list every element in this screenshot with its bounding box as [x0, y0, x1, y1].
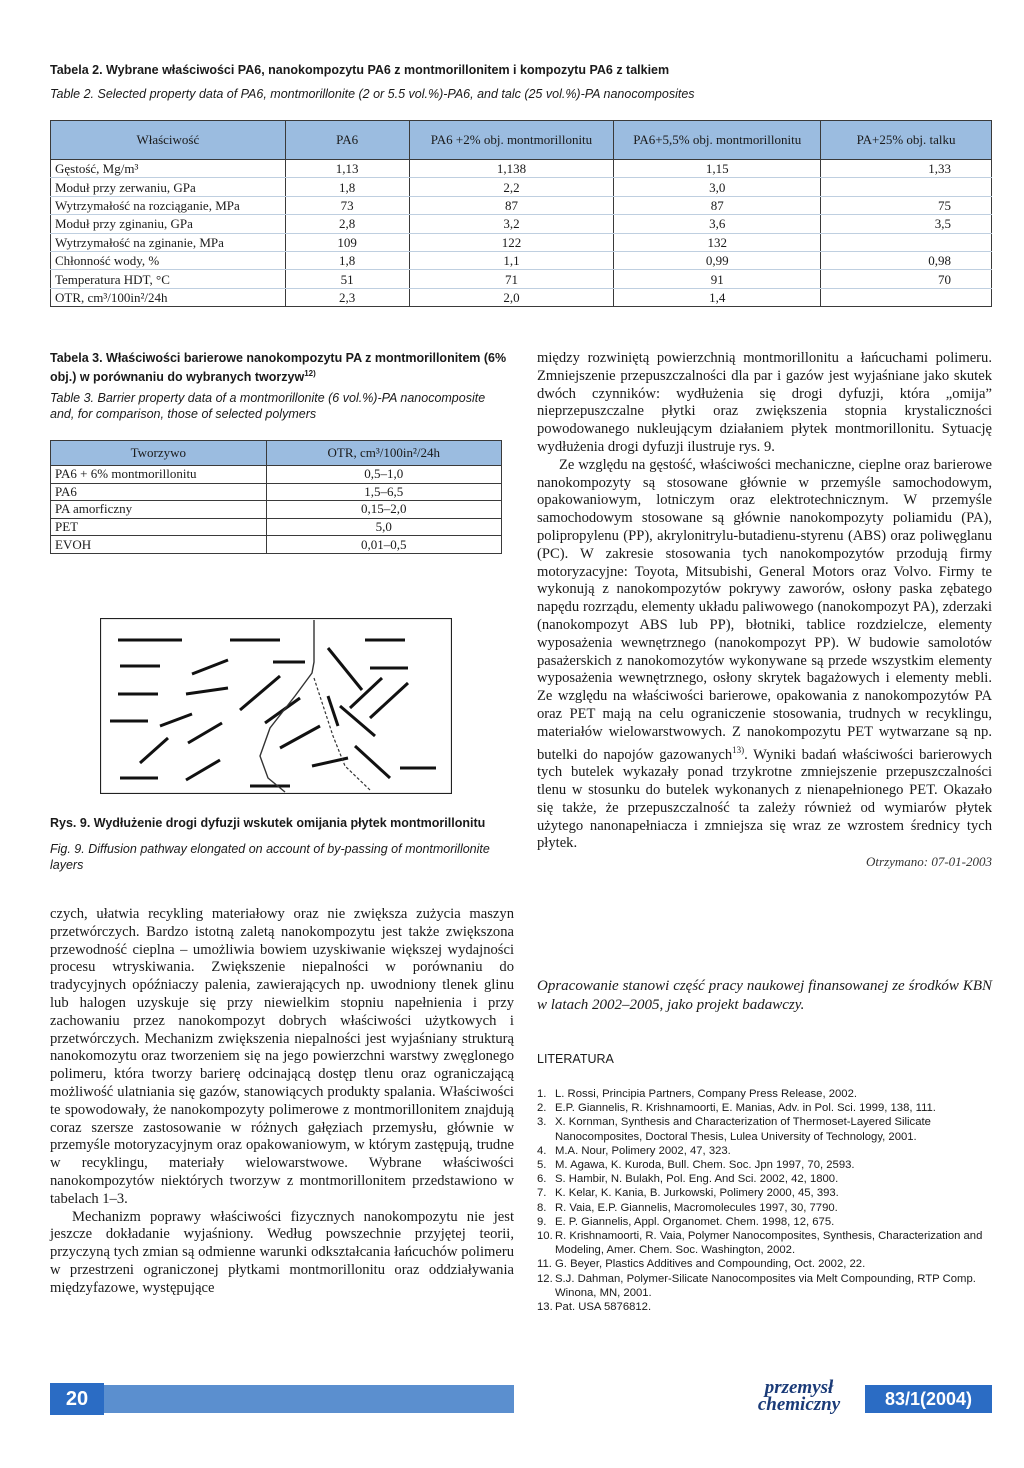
table2-cell [821, 288, 992, 306]
table2-cell: 109 [285, 233, 409, 251]
table3-cell: EVOH [51, 536, 267, 554]
table2 [50, 120, 992, 307]
table-row [51, 160, 992, 178]
table2-cell: 3,0 [614, 178, 821, 196]
paragraph: między rozwiniętą powierzchnią montmorillonitu a łańcuchami polimeru. Zmniejszenie przepuszczalności dla par i gazów jest wyjaśniane jako skutek dwóch czynników: wydłużenia się drogi dyfuzji, która „omija” nieprzepuszczalne płytki oraz zwiększenia stopnia krystaliczności powodowanego nukleującym działaniem płytek montmorillonitu. Sytuację wydłużenia drogi dyfuzji ilustruje rys. 9. [537, 350, 992, 455]
figure9-caption-pl: Rys. 9. Wydłużenie drogi dyfuzji wskutek omijania płytek montmorillonitu [50, 816, 486, 830]
table2-cell: 132 [614, 233, 821, 251]
table-row [51, 215, 992, 233]
table2-header-mmt55: PA6+5,5% obj. montmorillonitu [614, 121, 821, 160]
table3-header-material: Tworzywo [51, 441, 267, 466]
table3-cell: PA6 [51, 483, 267, 501]
table2-cell: 87 [409, 196, 614, 214]
list-item: 1. L. Rossi, Principia Partners, Company Press Release, 2002. [537, 1088, 858, 1100]
table2-header-talc: PA+25% obj. talku [821, 121, 992, 160]
references-heading: LITERATURA [537, 1052, 614, 1066]
list-item: 8. R. Vaia, E.P. Giannelis, Macromolecules 1997, 30, 7790. [537, 1201, 838, 1214]
table2-cell: 73 [285, 196, 409, 214]
table3-cell: 0,01–0,5 [266, 536, 501, 554]
table2-cell: 75 [821, 196, 992, 214]
table3-cell: PA amorficzny [51, 501, 267, 519]
funding-note: Opracowanie stanowi część pracy naukowej finansowanej ze środków KBN w latach 2002–2005, jako projekt badawczy. [537, 978, 992, 1013]
issue-badge: 83/1(2004) [865, 1385, 992, 1413]
table2-cell: Moduł przy zginaniu, GPa [51, 215, 286, 233]
table2-cell: 3,6 [614, 215, 821, 233]
list-item: 6. S. Hambir, N. Bulakh, Pol. Eng. And Sci. 2002, 42, 1800. [537, 1173, 839, 1186]
table-row [51, 518, 502, 536]
list-item: 3. X. Kornman, Synthesis and Characterization of Thermoset-Layered Silicate Nanocomposites, Doctoral Thesis, Lulea University of Technology, 2001. [537, 1116, 931, 1143]
table2-cell: 0,98 [821, 251, 992, 269]
table2-cell: Moduł przy zerwaniu, GPa [51, 178, 286, 196]
table2-cell: 1,4 [614, 288, 821, 306]
table2-cell: 70 [821, 270, 992, 288]
table3-cell: 0,5–1,0 [266, 466, 501, 484]
footer-bar [50, 1385, 514, 1413]
list-item: 13. Pat. USA 5876812. [537, 1301, 652, 1314]
table2-cell: 0,99 [614, 251, 821, 269]
table3-caption-pl: Tabela 3. Właściwości barierowe nanokompozytu PA z montmorillonitem (6% obj.) w porównaniu do wybranych tworzyw$^{12)}$ [50, 351, 507, 385]
table2-cell: 1,138 [409, 160, 614, 178]
paragraph: czych, ułatwia recykling materiałowy oraz nie zwiększa zużycia maszyn przetwórczych. Bardzo istotną zaletą nanokompozytu jest także zwiększona przewodność cieplna – umożliwia bowiem uzyskiwanie większej wydajności procesu wtryskiwania. Zwiększenie niepalności w porównaniu do tradycyjnych opóźniaczy palenia, zawierających np. uwodniony tlenek glinu lub halogen uzyskuje się przy niewielkim stopniu napełnienia i przy zachowaniu przez nanokompozyt dobrych właściwości użytkowych i przetwórczych. Mechanizm zwiększenia niepalności jest wyjaśniany strukturą nanokomozytu oraz tworzeniem się na jego powierzchni warstwy zwęglonego polimeru, która tworzy barierę odcinającą dostęp tlenu oraz ograniczającą możliwość ulatniania się gazów, stanowiących produkty spalania. Właściwości te spowodowały, że nanokompozyty polimerowe z montmorillonitem znajdują coraz szersze zastosowanie w różnych gałęziach przemysłu, głównie w przemyśle motoryzacyjnym oraz opakowaniowym, w którym zastępują, trudne w recyklingu, materiały wielowarstwowe. Wybrane właściwości nanokompozytów niektórych tworzyw z montmorillonitem przedstawiono w tabelach 1–3. [50, 906, 514, 1207]
table2-cell: 1,1 [409, 251, 614, 269]
list-item: 4. M.A. Nour, Polimery 2002, 47, 323. [537, 1144, 731, 1157]
table2-cell: 71 [409, 270, 614, 288]
table2-cell: 2,0 [409, 288, 614, 306]
table2-cell: Wytrzymałość na zginanie, MPa [51, 233, 286, 251]
list-item: 9. E. P. Giannelis, Appl. Organomet. Chem. 1998, 12, 675. [537, 1215, 835, 1228]
diagram-frame [101, 619, 452, 794]
table3-cell: PA6 + 6% montmorillonitu [51, 466, 267, 484]
left-column-text [50, 906, 514, 1298]
table-row [51, 466, 502, 484]
list-item: 7. K. Kelar, K. Kania, B. Jurkowski, Polimery 2000, 45, 393. [537, 1187, 839, 1200]
table2-cell: 87 [614, 196, 821, 214]
table2-cell: 1,8 [285, 251, 409, 269]
table2-cell: 51 [285, 270, 409, 288]
page-number: 20 [50, 1383, 104, 1415]
table2-cell: 122 [409, 233, 614, 251]
table-row [51, 251, 992, 269]
right-column-text [537, 350, 992, 871]
table2-cell: Temperatura HDT, °C [51, 270, 286, 288]
table2-caption-pl: Tabela 2. Wybrane właściwości PA6, nanokompozytu PA6 z montmorillonitem i kompozytu PA6 z talkiem [50, 63, 670, 77]
list-item: 10. R. Krishnamoorti, R. Vaia, Polymer Nanocomposites, Synthesis, Characterization and Modeling, Amer. Chem. Soc. Washington, 2002. [537, 1230, 983, 1257]
journal-logo: przemysł chemiczny [757, 1377, 841, 1415]
table3-cell: 5,0 [266, 518, 501, 536]
list-item: 5. M. Agawa, K. Kuroda, Bull. Chem. Soc. Jpn 1997, 70, 2593. [537, 1159, 855, 1172]
table-row [51, 501, 502, 519]
table2-caption-en: Table 2. Selected property data of PA6, montmorillonite (2 or 5.5 vol.%)-PA6, and talc (25 vol.%)-PA nanocomposites [50, 87, 695, 101]
table2-cell: 2,2 [409, 178, 614, 196]
table2-cell: Gęstość, Mg/m³ [51, 160, 286, 178]
references-list [537, 1087, 992, 1314]
table2-cell: 2,3 [285, 288, 409, 306]
table-row [51, 288, 992, 306]
table2-header-mmt2: PA6 +2% obj. montmorillonitu [409, 121, 614, 160]
table3-header-otr: OTR, cm³/100in²/24h [266, 441, 501, 466]
table2-cell: 1,33 [821, 160, 992, 178]
table2-header-property: Właściwość [51, 121, 286, 160]
list-item: 12. S.J. Dahman, Polymer-Silicate Nanocomposites via Melt Compounding, RTP Comp. Winona, MN, 2001. [537, 1272, 976, 1299]
table2-cell: Chłonność wody, % [51, 251, 286, 269]
table3 [50, 440, 502, 554]
table-row [51, 233, 992, 251]
table2-cell: 1,8 [285, 178, 409, 196]
table3-cell: 1,5–6,5 [266, 483, 501, 501]
table-row [51, 196, 992, 214]
table-row [51, 270, 992, 288]
table2-cell: OTR, cm³/100in²/24h [51, 288, 286, 306]
table2-cell: Wytrzymałość na rozciąganie, MPa [51, 196, 286, 214]
list-item: 2. E.P. Giannelis, R. Krishnamoorti, E. Manias, Adv. in Pol. Sci. 1999, 138, 111. [537, 1102, 936, 1115]
table3-caption-en: Table 3. Barrier property data of a montmorillonite (6 vol.%)-PA nanocomposite and, for comparison, those of selected polymers [50, 391, 486, 421]
table-row [51, 536, 502, 554]
diffusion-pathway-diagram [100, 618, 452, 794]
table2-cell: 91 [614, 270, 821, 288]
table2-cell: 3,2 [409, 215, 614, 233]
paragraph: Mechanizm poprawy właściwości fizycznych nanokompozytu nie jest jeszcze dokładanie wyjaśniony. Według powszechnie przyjętej teorii, przyczyną tych zmian są odmienne warunki odkształcania łańcuchów polimeru w przestrzeni ograniczonej płytkami montmorillonitu oraz oddziaływania międzyfazowe, występujące [50, 1208, 514, 1296]
paragraph: Ze względu na gęstość, właściwości mechaniczne, cieplne oraz barierowe nanokompozyty są stosowane głównie w przemyśle samochodowym, opakowaniowym, lotniczym oraz elektrotechnicznym. W przemyśle samochodowym stosowane są głównie nanokompozyty poliamidu (PA), polipropylenu (PP), akrylonitrylu-butadienu-styrenu (ABS) oraz poliwęglanu (PC). W zakresie stosowania tych nanokompozytów przodują firmy motoryzacyjne: Toyota, Mitsubishi, General Motors oraz Volvo. Firmy te wykonują z nanokompozytów pokrywy zaworów, osłony paska zębatego napędu rozrządu, elementy układu paliwowego (nanokompozyt PA), zderzaki (nanokompozyt ABS lub PP), błotniki, tablice rozdzielcze, elementy wyposażenia wewnętrznego (nanokompozyt PP). W budowie samolotów pasażerskich z nanokomozytów wykonywane są przede wszystkim elementy wyposażenia wewnętrznego, osłony skrytek bagażowych i elementy mebli. Ze względu na właściwości barierowe, opakowania z nanokompozytów PA oraz PET mają na celu ograniczenie stosowania, trudnych w recyklingu, materiałów wielowarstwowych. Z nanokompozytu PET wytwarzane są np. butelki do napojów gazowanych$^{13)}$. Wyniki badań właściwości barierowych tych butelek wykazały ponad trzykrotne zmniejszenie przepuszczalności tlenu w stosunku do butelek wykonanych z nienapełnionego PET. Okazało się także, że przepuszczalność ta zależy również od wymiarów płytek użytego nanonapełniacza i zmniejsza się wraz ze wzrostem średnicy tych płytek. [537, 456, 992, 852]
table2-cell: 1,13 [285, 160, 409, 178]
table3-cell: PET [51, 518, 267, 536]
table2-cell: 3,5 [821, 215, 992, 233]
table2-header-pa6: PA6 [285, 121, 409, 160]
table2-cell [821, 178, 992, 196]
table2-cell [821, 233, 992, 251]
received-date: Otrzymano: 07-01-2003 [865, 854, 992, 870]
table2-cell: 1,15 [614, 160, 821, 178]
list-item: 11. G. Beyer, Plastics Additives and Compounding, Oct. 2002, 22. [537, 1258, 866, 1271]
table-row [51, 483, 502, 501]
table2-cell: 2,8 [285, 215, 409, 233]
figure9-caption-en: Fig. 9. Diffusion pathway elongated on account of by-passing of montmorillonite layers [50, 842, 490, 872]
table3-cell: 0,15–2,0 [266, 501, 501, 519]
table-row [51, 178, 992, 196]
